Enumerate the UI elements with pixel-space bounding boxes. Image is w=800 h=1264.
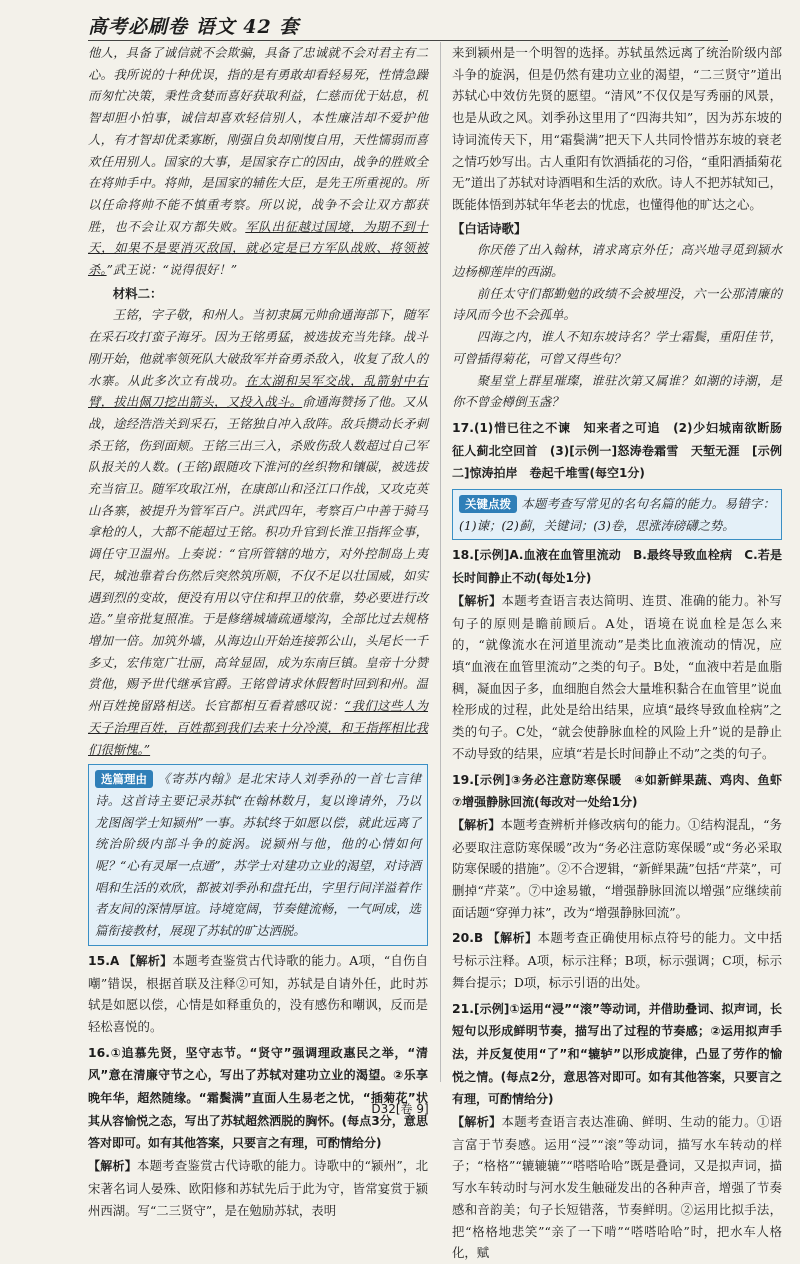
answer-text: [示例]③务必注意防寒保暖 ④如新鲜果蔬、鸡肉、鱼虾 ⑦增强静脉回流(每改对一处给1分) xyxy=(452,772,795,810)
poem-translation-heading: 【白话诗歌】 xyxy=(452,220,527,236)
answer-text: (1)惜已往之不谏 知来者之可追 (2)少妇城南欲断肠 征人蓟北空回首 (3)[示例一]怒涛卷霜雪 天堑无涯 [示例二]惊涛拍岸 卷起千堆雪(每空1分) xyxy=(452,420,795,481)
answer-text: ①追慕先贤，坚守志节。“贤守”强调理政惠民之举，“清风”意在清廉守节之心，写出了苏轼对建功立业的渴望。②乐享晚年华，超然随缘。“霜鬓满”直面人生易老之忧，“插菊花”状其从容愉悦之态，写出了苏轼超然洒脱的胸怀。(每点3分，意思答对即可。如有其他答案，只要言之有理，可酌情给分) xyxy=(88,1045,428,1151)
question-number: 17. xyxy=(452,419,474,435)
selection-reason-box xyxy=(88,764,428,946)
poem-line-4: 聚星堂上群星璀璨，谁驻次第又属谁？如潮的诗潮，是你不曾金樽倒玉盏？ xyxy=(452,372,782,410)
underlined-sentence: 军队出征越过国境，为期不到十天，如果不是要消灭敌国，就必定是已方军队战败、将领被杀。 xyxy=(88,218,429,278)
text-run: 王铭，字子敬，和州人。当初隶属元帅俞通海部下，随军在采石攻打蛮子海牙。因为王铭勇猛，被选拔充当先锋。战斗刚开始，他就率领死队大破敌军并奋勇杀敌入，收复了敌人的水寨。从此多次立有战功。 xyxy=(88,307,428,388)
question-number: 18. xyxy=(452,547,474,563)
question-number: 21. xyxy=(452,1000,474,1016)
left-column xyxy=(88,42,428,1221)
analysis-tag: 【解析】 xyxy=(123,953,173,968)
answer-text: [示例]A.血液在血管里流动 B.最终导致血栓病 C.若是长时间静止不动(每处1分) xyxy=(452,548,782,586)
analysis-tag: 【解析】 xyxy=(452,1115,502,1130)
answer-19 xyxy=(452,769,795,814)
analysis-19 xyxy=(452,814,782,924)
question-number: 16. xyxy=(88,1044,110,1060)
page-number: D32[卷 9] xyxy=(371,1102,429,1116)
column-divider xyxy=(440,42,441,1082)
analysis-text: 本题考查语言表达准确、鲜明、生动的能力。①语言富于节奏感。运用“浸”“滚”等动词，描写水车转动的样子；“格格”“辘辘辘”“嗒嗒哈哈”既是叠词，又是拟声词，描写水车转动时与河水发生触碰发出的各种声音，增强了节奏感和音韵美；句子长短错落，节奏鲜明。②运用比拟手法，把“格格地悲笑”“亲了一下啃”“嗒嗒哈哈”时，把水车人格化，赋 xyxy=(452,1114,782,1261)
answer-15 xyxy=(88,950,428,1038)
analysis-text: 本题考查辨析并修改病句的能力。①结构混乱，“务必要取注意防寒保暖”改为“务必注意防寒保暖”或“务必采取防寒保暖的措施”。②不合逻辑，“新鲜果蔬”包括“芹菜”，可删掉“芹菜”。⑦中途易辙，“增强静脉回流以增强”应继续前面话题“穿弹力袜”，改为“增强静脉回流”。 xyxy=(452,816,782,920)
analysis-16 xyxy=(88,1155,428,1221)
answer-16 xyxy=(88,1042,428,1156)
material-2-heading: 材料二： xyxy=(112,285,163,301)
right-column xyxy=(452,42,795,1264)
page-title: 高考必刷卷 语文 42 套 xyxy=(88,16,300,38)
page-footer xyxy=(0,1100,800,1117)
right-paragraph-1: 来到颍州是一个明智的选择。苏轼虽然远离了统治阶级内部斗争的旋涡，但是仍然有建功立业的渴望，“二三贤守”道出苏轼心中效仿先贤的愿望。“清风”不仅仅是写秀丽的风景，也是从政之风。刘季孙这里用了“四海共知”，因为苏东坡的诗词流传天下，用“霜鬓满”把天下人共同怜惜苏东坡的衰老之情巧妙写出。古人重阳有饮酒插花的习俗，“重阳酒插菊花无”道出了苏轼对诗酒唱和生活的欢欣。诗人不把苏轼知己，既能体悟到苏轼年华老去的忧虑，也懂得他的旷达之心。 xyxy=(452,45,782,212)
question-number: 20. xyxy=(452,930,474,946)
analysis-18 xyxy=(452,590,782,765)
analysis-tag: 【解析】 xyxy=(452,593,502,608)
left-paragraph-1 xyxy=(88,42,428,281)
answer-choice: B xyxy=(473,931,484,946)
key-tip-box xyxy=(452,489,782,540)
key-tip-text: 本题考查写常见的名句名篇的能力。易错字：(1)谏；(2)蓟，关键词；(3)卷，思涨涛磅礴之势。 xyxy=(459,496,775,533)
analysis-21 xyxy=(452,1111,782,1264)
analysis-tag: 【解析】 xyxy=(88,1159,137,1174)
answer-17 xyxy=(452,417,795,485)
underlined-sentence: “我们这些人为天子治理百姓，百姓都到我们去来十分冷漠，和王指挥相比我们很惭愧。” xyxy=(88,698,429,757)
poem-line-1: 你厌倦了出入翰林，请求离京外任；高兴地寻觅到颍水边杨柳莲岸的西湖。 xyxy=(452,242,782,280)
left-paragraph-2 xyxy=(88,304,428,760)
underlined-sentence: 在太湖和吴军交战，乱箭射中右臂，拔出佩刀挖出箭头，又投入战斗。 xyxy=(88,372,429,410)
answer-text: [示例]①运用“浸”“滚”等动词，并借助叠词、拟声词，长短句以形成鲜明节奏，描写出了过程的节奏感；②运用拟声手法，并反复使用“了”和“辘轳”以形成旋律，凸显了劳作的愉悦之情。(每点2分，意思答对即可。如有其他答案，只要言之有理，可酌情给分) xyxy=(452,1001,782,1107)
question-number: 19. xyxy=(452,771,474,787)
answer-21 xyxy=(452,998,782,1112)
key-tip-label: 关键点拨 xyxy=(459,495,517,513)
text-run: 俞通海赞扬了他。又从战，途经浩浩关到采石，王铭独自冲入敌阵。敌兵攒动长矛刺杀王铭，伤到面颊。王铭三出三入，杀败伤敌人数超过自己军队报关的人数。(王铭)跟随攻下淮河的丝织物和镶碳，被选拔充当宿卫。随军攻取江州，在康郎山和泾江口作战，又攻克英山各寨，被提升为管军百户。洪武四年，考察百户中善于骑马拿枪的人，大都不能超过王铭。积功升官到长淮卫指挥佥事，调任守卫温州。上奏说：“官所管辖的地方，对外控制岛上夷民，城池靠着台伤然后突然筑所顺，不仅不足以壮国威，如实遇到烈的变故，便没有用以守住和捍卫的依靠，势必要进行改造。”皇帝批复照准。于是修缮城墙疏通壕沟，全部比过去规格增加一倍。加筑外墙，从海边山开始连接郭公山，头尾长一千多丈，宏伟宽广壮丽，高耸显固，成为东南巨镇。皇帝十分赞赏他，赐予世代继承官爵。王铭曾请求休假暂时回到和州。温州百姓挽留路相送。长官都相互看着感叹说： xyxy=(88,394,429,714)
analysis-tag: 【解析】 xyxy=(487,931,538,946)
analysis-text: 本题考查鉴赏古代诗歌的能力。A项，“自伤自嘲”错误，根据首联及注释②可知，苏轼是自请外任，此时苏轼是如愿以偿，心情是如释重负的，没有感伤和嘲讽，反而是轻松喜悦的。 xyxy=(88,952,428,1034)
analysis-text: 本题考查正确使用标点符号的能力。文中括号标示注释。A项，标示注释；B项，标示强调；C项，标示舞台提示；D项，标示引语的出处。 xyxy=(452,930,782,990)
question-number: 15. xyxy=(88,952,110,968)
text-run: ”武王说：“说得很好！” xyxy=(106,262,238,278)
answer-20 xyxy=(452,927,782,993)
page-header xyxy=(88,12,728,41)
selection-reason-text: 《寄苏内翰》是北宋诗人刘季孙的一首七言律诗。这首诗主要记录苏轼“在翰林数月，复以谗请外，乃以龙图阁学士知颍州”一事。苏轼终于如愿以偿，就此远离了统治阶级内部斗争的旋涡。说颍州与他，他的心情如何呢？“心有灵犀一点通”，苏学士对建功立业的渴望，对诗酒唱和生活的欢欣，都被刘季孙和盘托出，字里行间洋溢着作者友间的深情厚谊。诗境宽阔，节奏健流畅，一气呵成，选篇衔接教材，展现了苏轼的旷达洒脱。 xyxy=(95,771,421,939)
selection-reason-label: 选篇理由 xyxy=(95,770,153,788)
analysis-text: 本题考查语言表达简明、连贯、准确的能力。补写句子的原则是瞻前顾后。A处，语境在说血栓是怎么来的，“就像流水在河道里流动”是类比血液流动的情况，应填“血液在血管里流动”之类的句子。B处，“血液中若是血脂稠，凝血因子多，血细胞自然会大量堆积黏合在血管里”说血栓形成的过程，此处是给出结果，应填“最终导致血栓病”之类的句子。C处，“就会使静脉血栓的风险上升”说的是静止不动导致的结果，应填“若是长时间静止不动”之类的句子。 xyxy=(452,592,782,761)
analysis-text: 本题考查鉴赏古代诗歌的能力。诗歌中的“颍州”，北宋著名词人晏殊、欧阳修和苏轼先后于此为守，皆常宴赏于颍州西湖。写“二三贤守”，是在勉励苏轼，表明 xyxy=(88,1158,428,1218)
analysis-tag: 【解析】 xyxy=(452,817,501,832)
text-run: 他人，具备了诚信就不会欺骗，具备了忠诚就不会对君主有二心。我所说的十种优误，指的是有勇敢却看轻易死，性情急躁而匆忙决策，秉性贪婪而喜好获取利益，仁慈而优于姑息，机智却胆小怕事，诚信却喜欢轻信别人，本性廉洁却不爱护他人，有才智却优柔寡断，刚强自负却刚愎自用，天性懦弱而喜欢任用别人。国家的大事，是国家存亡的因由，战争的胜败全在将帅手中。将帅，是国家的辅佐大臣，是先王所重视的。所以任命将帅不能不慎重考察。所以说，战争不会让双方都获胜，也不会让双方都失败。 xyxy=(88,45,428,234)
answer-choice: A xyxy=(109,953,120,968)
poem-line-2: 前任太守们都勤勉的政绩不会被埋没，六一公那清廉的诗风而今也不会孤单。 xyxy=(452,285,782,323)
poem-line-3: 四海之内，谁人不知东坡诗名？学士霜鬓，重阳佳节，可曾插得菊花，可曾又得些句？ xyxy=(452,329,782,366)
answer-18 xyxy=(452,544,782,589)
